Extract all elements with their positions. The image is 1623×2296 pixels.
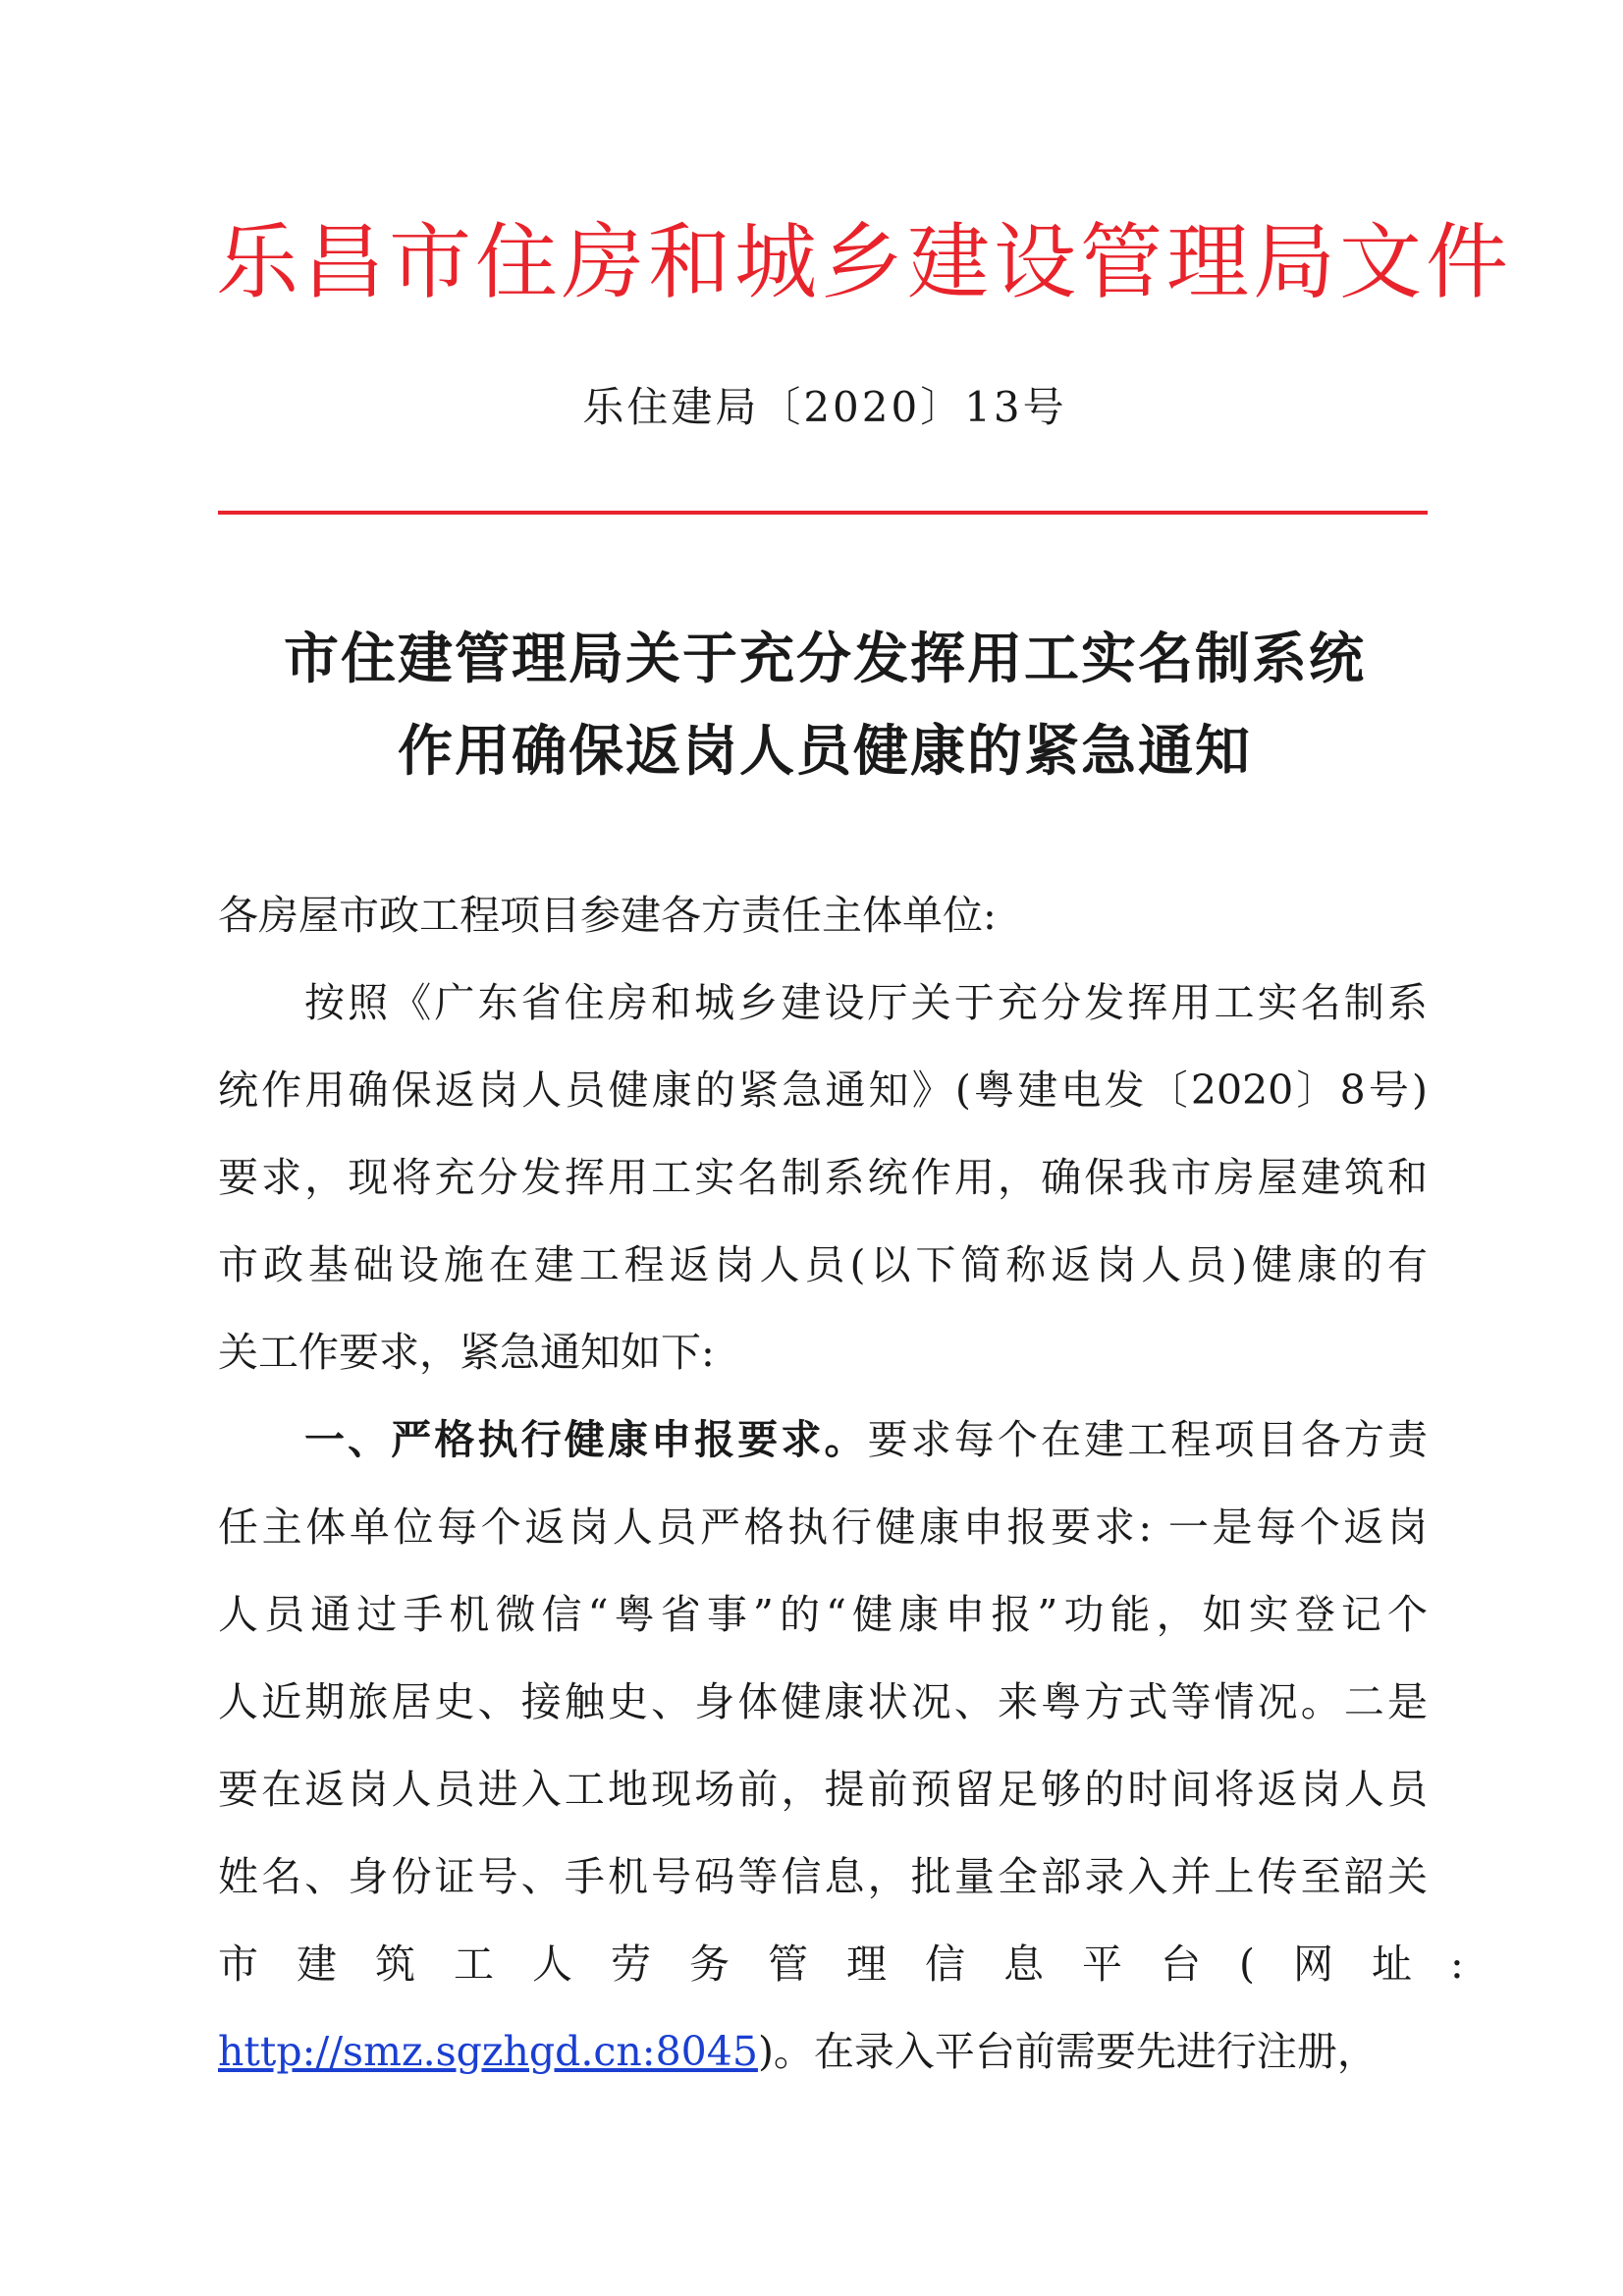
header-title: 乐昌市住房和城乡建设管理局文件 xyxy=(216,214,1513,310)
spaced-line: 市建筑工人劳务管理信息平台(网址: xyxy=(218,1941,1502,1988)
document-number: 乐住建局〔2020〕13号 xyxy=(582,383,1067,431)
document-body xyxy=(218,872,1502,2096)
platform-url-link[interactable]: http://smz.sgzhgd.cn:8045 xyxy=(218,2028,758,2075)
paragraph-line: 任主体单位每个返岗人员严格执行健康申报要求: 一是每个返岗 xyxy=(218,1503,1428,1551)
paragraph-line: 统作用确保返岗人员健康的紧急通知》(粤建电发〔2020〕8号) xyxy=(218,1066,1428,1114)
section-1-first-text: 要求每个在建工程项目各方责 xyxy=(867,1416,1429,1463)
url-line-text: )。在录入平台前需要先进行注册， xyxy=(757,2028,1378,2075)
paragraph-line: 关工作要求，紧急通知如下: xyxy=(218,1329,715,1376)
notice-title xyxy=(216,614,1434,798)
paragraph-line: 要求，现将充分发挥用工实名制系统作用，确保我市房屋建筑和 xyxy=(218,1154,1428,1201)
header-divider xyxy=(218,511,1428,515)
notice-title-line-2: 作用确保返岗人员健康的紧急通知 xyxy=(398,720,1252,784)
paragraph-line: 市政基础设施在建工程返岗人员(以下简称返岗人员)健康的有 xyxy=(218,1241,1428,1288)
recipient-line: 各房屋市政工程项目参建各方责任主体单位: xyxy=(218,892,997,939)
notice-title-line-1: 市住建管理局关于充分发挥用工实名制系统 xyxy=(284,628,1366,691)
paragraph-line: 要在返岗人员进入工地现场前，提前预留足够的时间将返岗人员 xyxy=(218,1766,1428,1813)
paragraph-line: 人近期旅居史、接触史、身体健康状况、来粤方式等情况。二是 xyxy=(218,1678,1428,1725)
paragraph-line: 按照《广东省住房和城乡建设厅关于充分发挥用工实名制系 xyxy=(304,979,1428,1026)
paragraph-line: 姓名、身份证号、手机号码等信息，批量全部录入并上传至韶关 xyxy=(218,1853,1428,1900)
section-1-heading: 一、严格执行健康申报要求。 xyxy=(304,1416,868,1463)
paragraph-line: 人员通过手机微信“粤省事”的“健康申报”功能，如实登记个 xyxy=(218,1591,1428,1638)
section-1-first-line xyxy=(218,1396,1428,1484)
url-line xyxy=(218,2008,1428,2096)
